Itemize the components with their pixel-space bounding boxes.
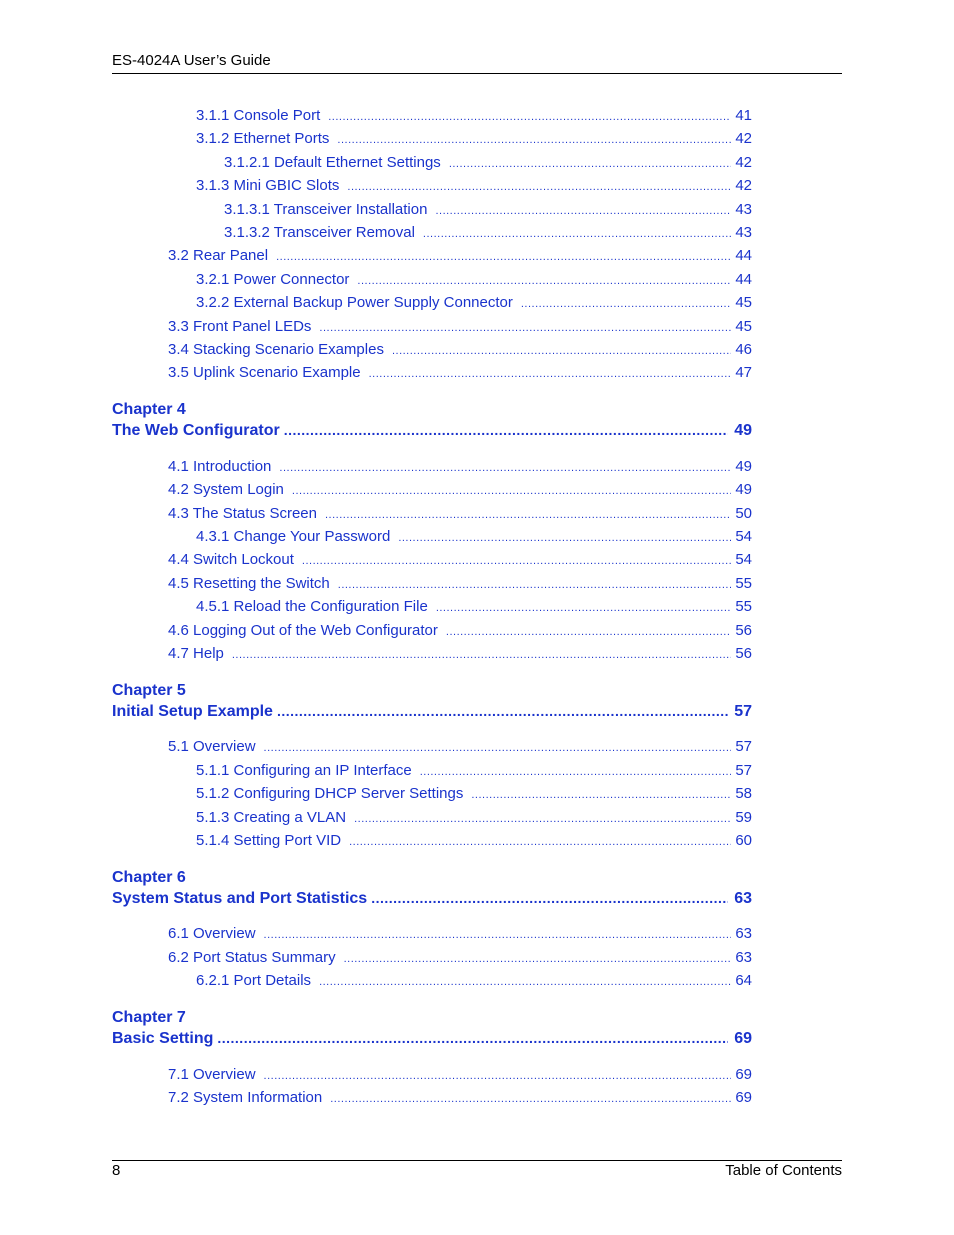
toc-entry[interactable] [196,762,752,780]
dot-leader [446,623,731,641]
chapter-number[interactable]: Chapter 5 [112,682,186,699]
footer-section-title: Table of Contents [725,1162,842,1179]
toc-entry[interactable] [168,551,752,569]
toc-entry[interactable] [168,341,752,359]
chapter-title-entry[interactable] [112,1028,752,1049]
toc-entry[interactable] [196,785,752,803]
toc-entry[interactable] [224,201,752,219]
chapter-title-entry[interactable] [112,701,752,722]
toc-entry-page: 55 [735,575,752,592]
toc-entry-page: 57 [735,762,752,779]
toc-entry-label: 3.1.2 Ethernet Ports [196,130,330,147]
dot-leader [349,833,731,851]
toc-entry[interactable] [168,925,752,943]
toc-entry-label: 4.5 Resetting the Switch [168,575,330,592]
dot-leader [217,1028,728,1048]
chapter-number[interactable]: Chapter 7 [112,1009,186,1026]
toc-entry-page: 43 [735,224,752,241]
toc-entry-label: 4.6 Logging Out of the Web Configurator [168,622,438,639]
dot-leader [357,272,731,290]
toc-entry[interactable] [196,107,752,125]
dot-leader [319,319,731,337]
dot-leader [371,888,728,908]
toc-entry[interactable] [168,1066,752,1084]
toc-entry[interactable] [168,458,752,476]
toc-entry-label: 3.2.2 External Backup Power Supply Connector [196,294,513,311]
toc-entry[interactable] [168,1089,752,1107]
dot-leader [420,763,732,781]
toc-entry[interactable] [196,598,752,616]
toc-entry[interactable] [196,177,752,195]
toc-entry-label: 3.1.2.1 Default Ethernet Settings [224,154,441,171]
toc-entry[interactable] [168,481,752,499]
toc-entry[interactable] [168,738,752,756]
dot-leader [232,646,731,664]
dot-leader [276,248,731,266]
toc-entry-page: 45 [735,318,752,335]
dot-leader [302,552,731,570]
toc-entry-label: 4.4 Switch Lockout [168,551,294,568]
toc-entry-label: 4.1 Introduction [168,458,272,475]
dot-leader [284,420,729,440]
toc-entry-page: 46 [735,341,752,358]
chapter-title: Initial Setup Example [112,703,273,720]
dot-leader [338,576,732,594]
dot-leader [423,225,731,243]
chapter-title: System Status and Port Statistics [112,890,368,907]
toc-entry-label: 5.1 Overview [168,738,256,755]
toc-entry-label: 4.3 The Status Screen [168,505,317,522]
toc-entry[interactable] [196,528,752,546]
toc-entry[interactable] [196,972,752,990]
toc-entry-label: 3.5 Uplink Scenario Example [168,364,361,381]
toc-entry-label: 3.1.1 Console Port [196,107,321,124]
dot-leader [471,786,731,804]
chapter-page: 69 [734,1030,752,1047]
toc-entry-page: 47 [735,364,752,381]
toc-entry[interactable] [168,318,752,336]
toc-entry[interactable] [168,645,752,663]
toc-entry-page: 63 [735,949,752,966]
toc-entry-label: 7.1 Overview [168,1066,256,1083]
toc-entry-label: 3.2.1 Power Connector [196,271,350,288]
toc-entry-page: 59 [735,809,752,826]
footer-page-number: 8 [112,1162,121,1179]
chapter-title: The Web Configurator [112,422,280,439]
dot-leader [449,155,732,173]
chapter-number[interactable]: Chapter 4 [112,401,186,418]
toc-entry-page: 56 [735,622,752,639]
toc-entry-label: 4.5.1 Reload the Configuration File [196,598,428,615]
dot-leader [330,1090,731,1108]
dot-leader [279,459,731,477]
toc-entry[interactable] [168,364,752,382]
chapter-title: Basic Setting [112,1030,214,1047]
dot-leader [319,973,731,991]
dot-leader [354,810,731,828]
toc-entry-label: 3.1.3.1 Transceiver Installation [224,201,428,218]
toc-entry-page: 44 [735,247,752,264]
dot-leader [398,529,731,547]
toc-entry-label: 4.7 Help [168,645,224,662]
toc-entry-label: 6.2 Port Status Summary [168,949,336,966]
dot-leader [325,506,731,524]
toc-entry-page: 69 [735,1066,752,1083]
toc-entry[interactable] [168,622,752,640]
dot-leader [392,342,731,360]
toc-entry-label: 6.2.1 Port Details [196,972,312,989]
toc-entry[interactable] [224,224,752,242]
toc-entry[interactable] [196,130,752,148]
toc-entry-page: 55 [735,598,752,615]
toc-entry[interactable] [168,575,752,593]
toc-entry-label: 3.3 Front Panel LEDs [168,318,312,335]
toc-entry-page: 60 [735,832,752,849]
chapter-page: 63 [734,890,752,907]
toc-entry-page: 49 [735,481,752,498]
toc-entry-page: 42 [735,177,752,194]
dot-leader [337,131,731,149]
dot-leader [521,295,731,313]
toc-entry-page: 54 [735,551,752,568]
toc-entry-page: 44 [735,271,752,288]
toc-entry-page: 42 [735,154,752,171]
toc-entry[interactable] [196,271,752,289]
dot-leader [436,599,732,617]
document-header-title: ES-4024A User’s Guide [112,52,271,69]
toc-entry-label: 3.4 Stacking Scenario Examples [168,341,384,358]
dot-leader [277,701,728,721]
toc-entry-label: 5.1.1 Configuring an IP Interface [196,762,412,779]
footer-rule [112,1160,842,1161]
toc-entry-page: 58 [735,785,752,802]
chapter-number[interactable]: Chapter 6 [112,869,186,886]
dot-leader [344,950,732,968]
toc-entry-page: 63 [735,925,752,942]
toc-entry[interactable] [196,832,752,850]
toc-entry-page: 57 [735,738,752,755]
dot-leader [435,202,731,220]
dot-leader [264,739,732,757]
dot-leader [347,178,731,196]
dot-leader [264,926,732,944]
toc-entry-label: 4.3.1 Change Your Password [196,528,391,545]
dot-leader [328,108,731,126]
toc-entry[interactable] [196,809,752,827]
toc-entry-page: 49 [735,458,752,475]
dot-leader [264,1067,732,1085]
toc-entry-page: 42 [735,130,752,147]
toc-entry-label: 7.2 System Information [168,1089,323,1106]
toc-entry-page: 64 [735,972,752,989]
toc-entry-label: 3.2 Rear Panel [168,247,269,264]
toc-entry-label: 3.1.3.2 Transceiver Removal [224,224,415,241]
toc-entry-page: 54 [735,528,752,545]
chapter-page: 57 [734,703,752,720]
toc-entry-label: 4.2 System Login [168,481,284,498]
dot-leader [369,365,732,383]
toc-entry-label: 6.1 Overview [168,925,256,942]
toc-entry-label: 5.1.2 Configuring DHCP Server Settings [196,785,464,802]
chapter-page: 49 [734,422,752,439]
toc-entry-label: 5.1.3 Creating a VLAN [196,809,347,826]
toc-entry-label: 5.1.4 Setting Port VID [196,832,342,849]
chapter-title-entry[interactable] [112,420,752,441]
toc-entry[interactable] [168,505,752,523]
toc-entry-page: 69 [735,1089,752,1106]
toc-entry[interactable] [168,949,752,967]
toc-entry[interactable] [224,154,752,172]
toc-entry-page: 50 [735,505,752,522]
toc-entry-page: 41 [735,107,752,124]
toc-entry[interactable] [196,294,752,312]
toc-entry[interactable] [168,247,752,265]
toc-entry-page: 56 [735,645,752,662]
toc-entry-page: 45 [735,294,752,311]
toc-entry-page: 43 [735,201,752,218]
dot-leader [292,482,731,500]
toc-entry-label: 3.1.3 Mini GBIC Slots [196,177,340,194]
chapter-title-entry[interactable] [112,888,752,909]
